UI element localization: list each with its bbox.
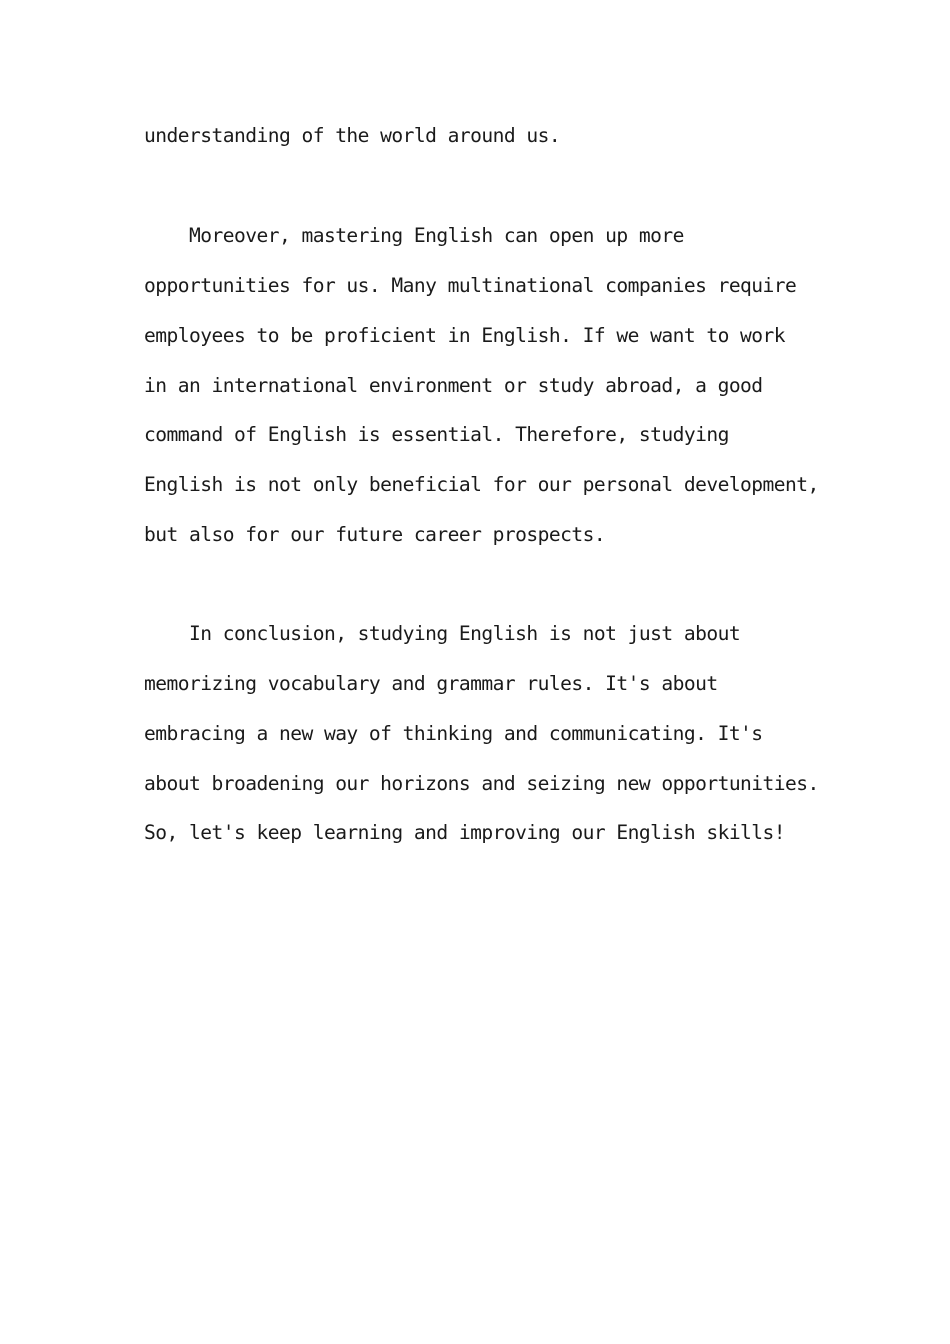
paragraph-3-line-2: memorizing vocabulary and grammar rules. It's about <box>144 672 718 695</box>
paragraph-1-line-1: understanding of the world around us. <box>144 124 561 147</box>
paragraph-2-line-1: Moreover, mastering English can open up more <box>144 224 684 247</box>
paragraph-2-line-5: command of English is essential. Therefore, studying <box>144 423 729 446</box>
paragraph-3-line-5: So, let's keep learning and improving our English skills! <box>144 821 786 844</box>
paragraph-2-line-6: English is not only beneficial for our personal development, <box>144 473 819 496</box>
paragraph-2-line-7: but also for our future career prospects. <box>144 523 606 546</box>
paragraph-2-line-2: opportunities for us. Many multinational companies require <box>144 274 797 297</box>
paragraph-3-line-4: about broadening our horizons and seizing new opportunities. <box>144 772 819 795</box>
paragraph-2-line-3: employees to be proficient in English. If we want to work <box>144 324 786 347</box>
paragraph-2-line-4: in an international environment or study abroad, a good <box>144 374 763 397</box>
paragraph-3-line-1: In conclusion, studying English is not just about <box>144 622 741 645</box>
paragraph-3-line-3: embracing a new way of thinking and communicating. It's <box>144 722 763 745</box>
